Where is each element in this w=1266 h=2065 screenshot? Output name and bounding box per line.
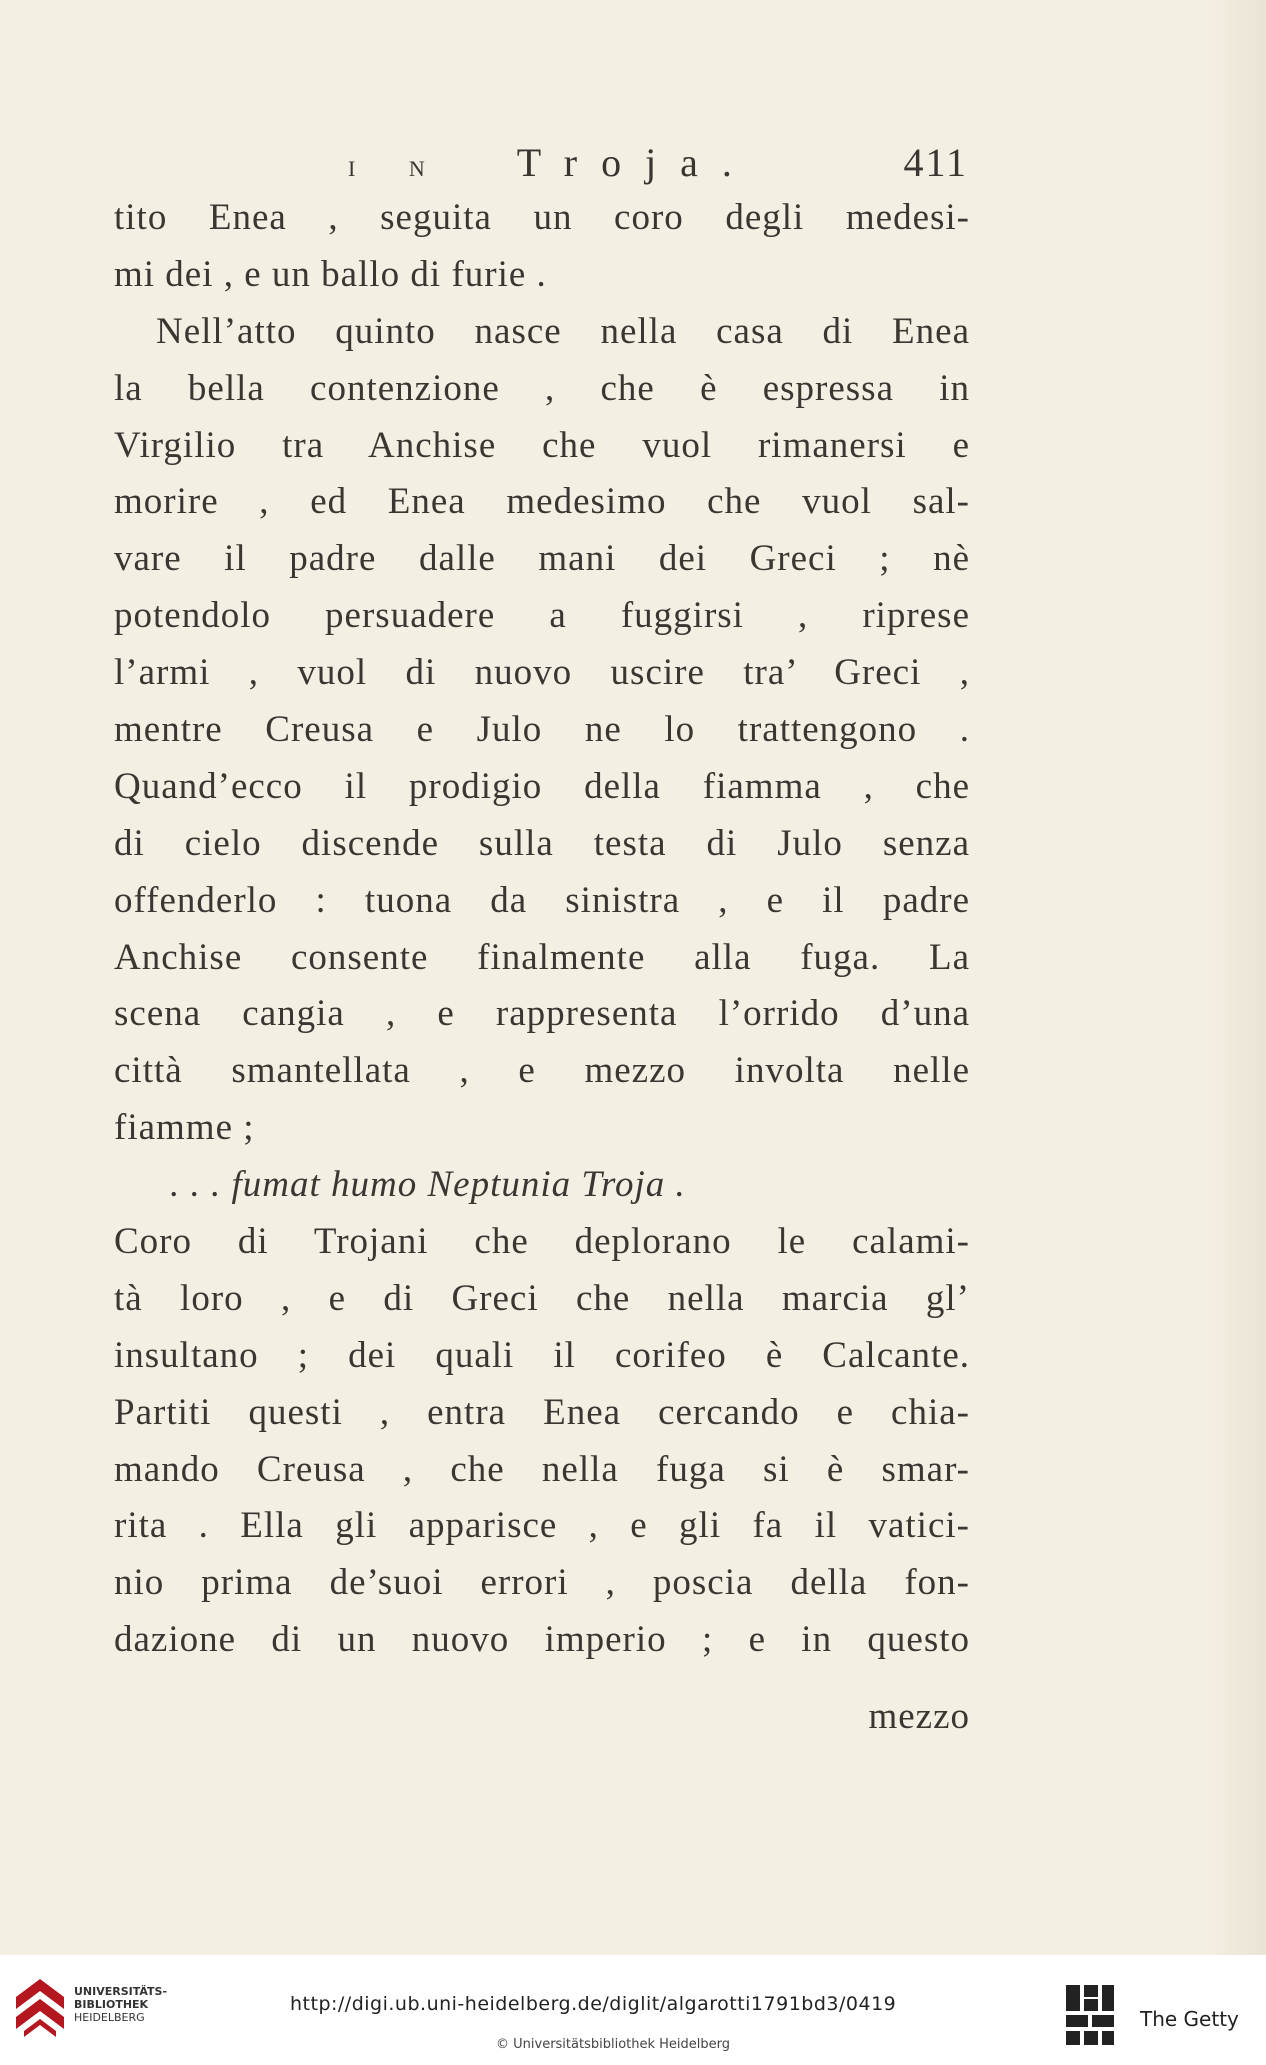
catchword: mezzo (868, 1696, 970, 1737)
text-line: Virgilio tra Anchise che vuol rimanersi e (114, 424, 970, 466)
running-title-prefix: I N (348, 156, 449, 181)
text-line: mi dei , e un ballo di furie . (114, 253, 547, 295)
text-line: mando Creusa , che nella fuga si è smar- (114, 1448, 970, 1490)
text-line: dazione di un nuovo imperio ; e in questo (114, 1619, 970, 1661)
text-line: la bella contenzione , che è espressa in (114, 367, 970, 409)
text-line: di cielo discende sulla testa di Julo senza (114, 822, 970, 864)
text-line: scena cangia , e rappresenta l’orrido d’una (114, 993, 970, 1035)
running-title (348, 138, 756, 194)
running-title-word: Troja. (516, 140, 756, 185)
quotation-line: . . . fumat humo Neptunia Troja . (170, 1164, 686, 1206)
page-number: 411 (903, 140, 968, 185)
text-line: Coro di Trojani che deplorano le calami- (114, 1221, 970, 1263)
text-line: rita . Ella gli apparisce , e gli fa il vatici- (114, 1505, 970, 1547)
text-line: Nell’atto quinto nasce nella casa di Enea (156, 310, 970, 352)
text-line: potendolo persuadere a fuggirsi , riprese (114, 595, 970, 637)
running-head (348, 138, 968, 188)
text-line: tà loro , e di Greci che nella marcia gl’ (114, 1277, 970, 1319)
university-library-logo-icon (10, 1975, 70, 2041)
library-name-line: HEIDELBERG (74, 2011, 145, 2024)
copyright-notice: © Universitätsbibliothek Heidelberg (496, 2037, 731, 2052)
library-name-line: BIBLIOTHEK (74, 1998, 149, 2011)
text-line: fiamme ; (114, 1107, 255, 1149)
footer-bar (0, 1955, 1266, 2065)
body-text (114, 190, 970, 1669)
text-line: insultano ; dei quali il corifeo è Calcante. (114, 1334, 970, 1376)
text-line: mentre Creusa e Julo ne lo trattengono . (114, 709, 970, 751)
text-line: città smantellata , e mezzo involta nelle (114, 1050, 970, 1092)
text-line: Anchise consente finalmente alla fuga. La (114, 936, 970, 978)
text-line: morire , ed Enea medesimo che vuol sal- (114, 481, 970, 523)
text-line: l’armi , vuol di nuovo uscire tra’ Greci , (114, 652, 970, 694)
partner-name: The Getty (1140, 2007, 1239, 2031)
text-line: tito Enea , seguita un coro degli medesi- (114, 197, 970, 238)
library-name-line: UNIVERSITÄTS- (74, 1985, 168, 1998)
text-line: nio prima de’suoi errori , poscia della fon- (114, 1562, 970, 1604)
permalink-url[interactable]: http://digi.ub.uni-heidelberg.de/diglit/algarotti1791bd3/0419 (290, 1993, 897, 2015)
text-line: Partiti questi , entra Enea cercando e chia- (114, 1391, 970, 1433)
university-library-name (74, 1985, 167, 2024)
text-line: offenderlo : tuona da sinistra , e il padre (114, 879, 970, 921)
getty-logo-icon (1064, 1983, 1116, 2047)
text-line: vare il padre dalle mani dei Greci ; nè (114, 538, 970, 580)
text-line: Quand’ecco il prodigio della fiamma , che (114, 765, 970, 807)
